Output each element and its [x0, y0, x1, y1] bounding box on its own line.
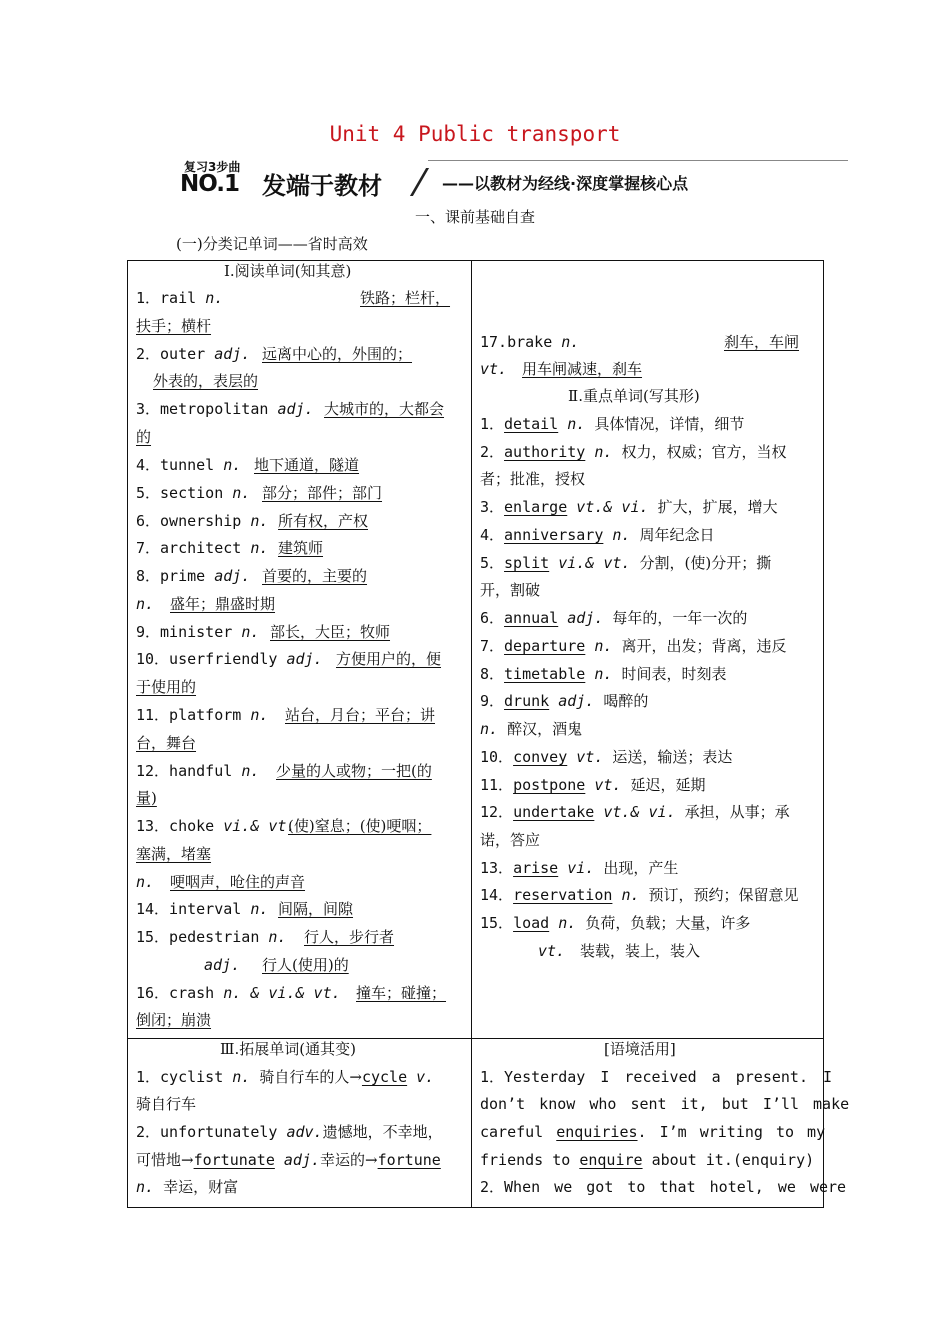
word-meaning: 建筑师: [278, 539, 324, 557]
part-of-speech: n.: [136, 873, 155, 891]
list-item: 17.brake n.: [480, 333, 580, 351]
list-item: 15．load n. 负荷，负载；大量，许多: [480, 914, 751, 932]
part-of-speech: adj.: [204, 956, 241, 974]
banner-number: NO.1: [180, 171, 240, 197]
list-item: 3．metropolitan adj.: [136, 400, 314, 418]
part-of-speech: vt.: [538, 942, 566, 960]
word-meaning: 方便用户的，便: [336, 650, 442, 668]
list-item: 6．annual adj. 每年的，一年一次的: [480, 609, 748, 627]
list-item: n. 醉汉，酒鬼: [480, 720, 583, 738]
word-meaning: 部分；部件；部门: [262, 484, 383, 502]
word-meaning: 所有权，产权: [278, 512, 369, 530]
list-item-continuation: 可惜地→fortunate adj.幸运的→fortune: [136, 1151, 441, 1169]
subsection-heading: (一)分类记单词——省时高效: [176, 235, 368, 253]
exercise-line: careful enquiries. I’m writing to my: [480, 1123, 826, 1141]
word-meaning: 于使用的: [136, 678, 197, 696]
word-meaning: 哽咽声，呛住的声音: [170, 873, 306, 891]
list-item: 8．prime adj.: [136, 567, 251, 585]
word-meaning: 行人，步行者: [304, 928, 395, 946]
word-meaning: 地下通道，隧道: [254, 456, 360, 474]
word-meaning: 扶手；横杆: [136, 317, 212, 335]
list-item: 1．rail n.: [136, 289, 224, 307]
list-item: 15．pedestrian n.: [136, 928, 287, 946]
list-item: 4．anniversary n. 周年纪念日: [480, 526, 715, 544]
key-words-heading: Ⅱ.重点单词(写其形): [568, 387, 700, 405]
extended-words-heading: Ⅲ.拓展单词(通其变): [220, 1040, 356, 1058]
reading-words-heading: Ⅰ.阅读单词(知其意): [224, 262, 352, 280]
word-meaning: 站台，月台；平台；讲: [285, 706, 436, 724]
list-item: 1．cyclist n. 骑自行车的人→cycle v.: [136, 1068, 435, 1086]
banner-subheading: ——以教材为经线·深度掌握核心点: [442, 174, 689, 193]
list-item: 11．platform n.: [136, 706, 269, 724]
list-item: 3．enlarge vt.& vi. 扩大，扩展，增大: [480, 498, 778, 516]
list-item: 4．tunnel n.: [136, 456, 242, 474]
part-of-speech: vt.: [480, 360, 508, 378]
word-meaning: 撞车；碰撞；: [356, 984, 447, 1002]
table-column-divider: [471, 261, 472, 1207]
vocabulary-table: [127, 260, 850, 1208]
word-meaning: 远离中心的，外围的；: [262, 345, 413, 363]
list-item-continuation: 骑自行车: [136, 1095, 197, 1113]
word-meaning: 台，舞台: [136, 734, 197, 752]
list-item: 7．departure n. 离开，出发；背离，违反: [480, 637, 787, 655]
list-item: 5．section n.: [136, 484, 251, 502]
list-item: 11．postpone vt. 延迟，延期: [480, 776, 706, 794]
word-meaning: 刹车，车闸: [724, 333, 800, 351]
banner-rule: [428, 160, 848, 161]
word-meaning: 倒闭；崩溃: [136, 1011, 212, 1029]
word-meaning: 少量的人或物；一把(的: [276, 762, 432, 780]
list-item-continuation: 者；批准，授权: [480, 470, 586, 488]
list-item-continuation: 开，割破: [480, 581, 541, 599]
word-meaning: 的: [136, 428, 152, 446]
list-item: 13．arise vi. 出现，产生: [480, 859, 679, 877]
exercise-line: 1．Yesterday I received a present. I: [480, 1068, 833, 1086]
list-item: 1．detail n. 具体情况，详情，细节: [480, 415, 745, 433]
list-item: 14．interval n.: [136, 900, 269, 918]
exercise-line: don’t know who sent it, but I’ll make: [480, 1095, 850, 1113]
list-item: 7．architect n.: [136, 539, 269, 557]
word-meaning: 量): [136, 789, 157, 807]
exercise-line: 2．When we got to that hotel, we were: [480, 1178, 847, 1196]
section-banner: [180, 156, 848, 200]
word-meaning: 装载，装上，装入: [580, 942, 701, 960]
word-meaning: 盛年；鼎盛时期: [170, 595, 276, 613]
list-item: 12．undertake vt.& vi. 承担，从事；承: [480, 803, 790, 821]
word-meaning: 大城市的，大都会: [324, 400, 445, 418]
list-item: 13．choke vi.& vt.: [136, 817, 296, 835]
list-item: 8．timetable n. 时间表，时刻表: [480, 665, 727, 683]
word-meaning: 间隔，间隙: [278, 900, 354, 918]
banner-main-heading: 发端于教材: [262, 172, 382, 200]
list-item-continuation: n. 幸运，财富: [136, 1178, 239, 1196]
word-meaning: 塞满，堵塞: [136, 845, 212, 863]
list-item: 16．crash n. & vi.& vt.: [136, 984, 341, 1002]
section-heading: 一、课前基础自查: [414, 208, 535, 226]
banner-slash-divider: [410, 168, 429, 196]
page-title: Unit 4 Public transport: [329, 122, 621, 146]
exercise-line: friends to enquire about it.(enquiry): [480, 1151, 815, 1169]
list-item: 14．reservation n. 预订，预约；保留意见: [480, 886, 799, 904]
list-item: 6．ownership n.: [136, 512, 269, 530]
word-meaning: 外表的，表层的: [153, 372, 259, 390]
word-meaning: 用车闸减速，刹车: [522, 360, 643, 378]
word-meaning: (使)窒息；(使)哽咽；: [288, 817, 432, 835]
list-item: 9．drunk adj. 喝醉的: [480, 692, 649, 710]
list-item: 9．minister n.: [136, 623, 260, 641]
list-item-continuation: 诺，答应: [480, 831, 541, 849]
list-item: 10．convey vt. 运送，输送；表达: [480, 748, 733, 766]
word-meaning: 行人(使用)的: [262, 956, 349, 974]
list-item: 5．split vi.& vt. 分割，(使)分开；撕: [480, 554, 772, 572]
list-item: 2．unfortunately adv.遗憾地，不幸地，: [136, 1123, 443, 1141]
word-meaning: 铁路；栏杆，: [360, 289, 451, 307]
context-usage-heading: [语境活用]: [604, 1040, 676, 1058]
list-item: 12．handful n.: [136, 762, 260, 780]
banner-step-label: 复习3步曲: [184, 160, 241, 174]
part-of-speech: n.: [136, 595, 155, 613]
word-meaning: 首要的，主要的: [262, 567, 368, 585]
list-item: 10．userfriendly adj.: [136, 650, 323, 668]
list-item: 2．outer adj.: [136, 345, 251, 363]
word-meaning: 部长，大臣；牧师: [270, 623, 391, 641]
list-item: 2．authority n. 权力，权威；官方，当权: [480, 443, 787, 461]
